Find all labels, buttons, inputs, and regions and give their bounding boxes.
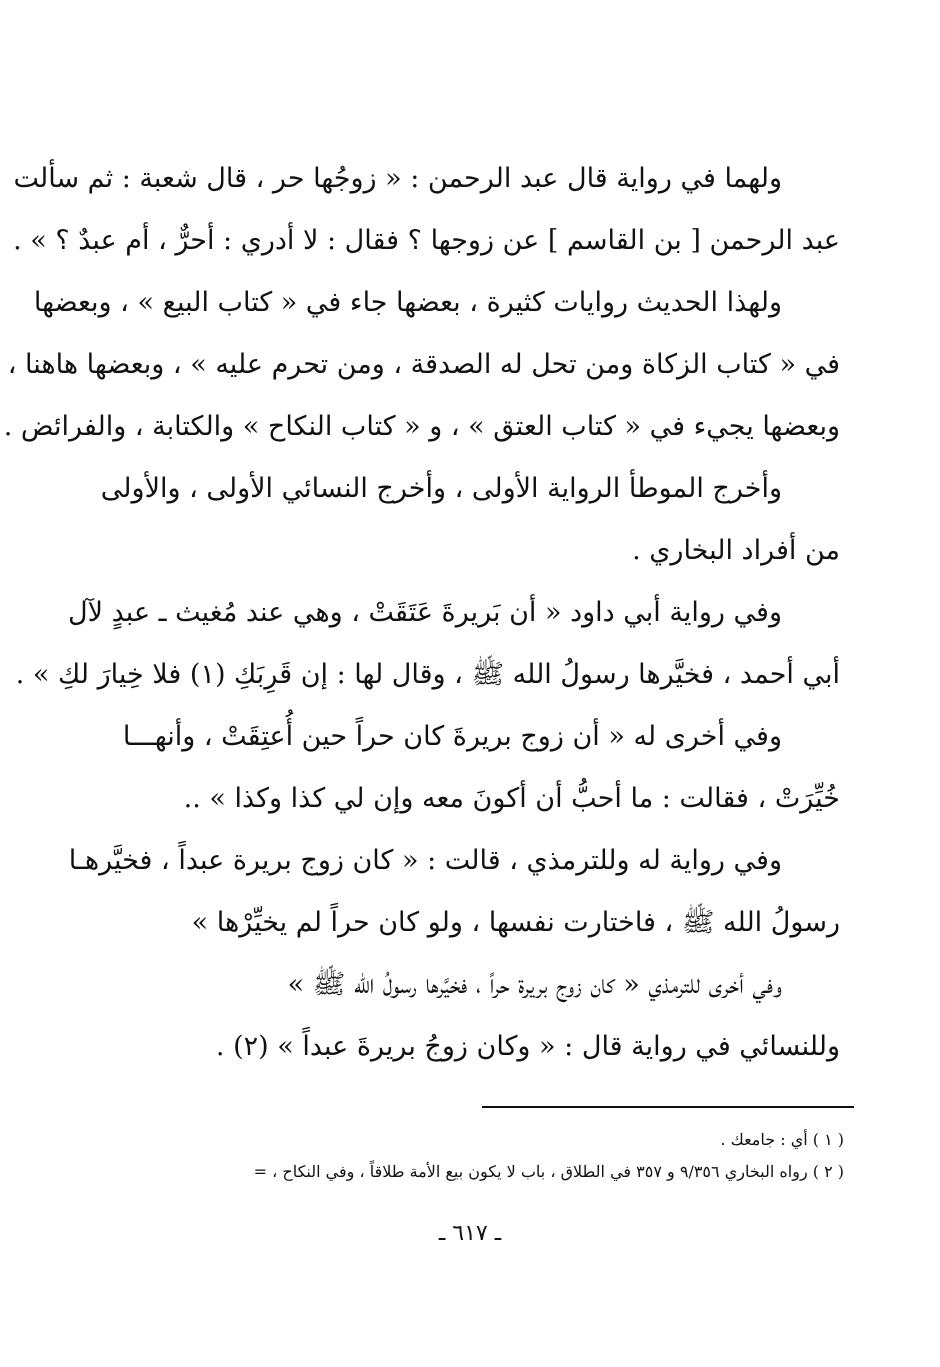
text-line: وللنسائي في رواية قال : « وكان زوجُ بريرةَ عبداً » (٢) . bbox=[215, 1031, 840, 1062]
footnote: ( ١ ) أي : جامعك . bbox=[720, 1130, 844, 1149]
text-line: ولهما في رواية قال عبد الرحمن : « زوجُها حر ، قال شعبة : ثم سألت bbox=[13, 163, 782, 194]
text-line: ولهذا الحديث روايات كثيرة ، بعضها جاء في « كتاب البيع » ، وبعضها bbox=[33, 287, 782, 318]
text-line: وأخرج الموطأ الرواية الأولى ، وأخرج النسائي الأولى ، والأولى bbox=[100, 473, 782, 504]
text-line: عبد الرحمن [ بن القاسم ] عن زوجها ؟ فقال : لا أدري : أحرٌّ ، أم عبدٌ ؟ » . bbox=[13, 225, 840, 256]
text-line: وفي رواية له وللترمذي ، قالت : « كان زوج بريرة عبداً ، فخيَّرهـا bbox=[68, 845, 782, 876]
text-line: وفي أخرى للترمذي « كان زوج بريرة حراً ، فخيَّرها رسولُ الله ﷺ » bbox=[287, 969, 782, 1000]
text-line: من أفراد البخاري . bbox=[632, 535, 840, 566]
footnotes bbox=[100, 1124, 844, 1188]
text-line: وبعضها يجيء في « كتاب العتق » ، و « كتاب النكاح » والكتابة ، والفرائض . bbox=[3, 411, 840, 442]
footnote: ( ٢ ) رواه البخاري ٩/٣٥٦ و ٣٥٧ في الطلاق ، باب لا يكون بيع الأمة طلاقاً ، وفي النكاح ، = bbox=[253, 1162, 844, 1181]
text-line: أبي أحمد ، فخيَّرها رسولُ الله ﷺ ، وقال لها : إن قَرِبَكِ (١) فلا خِيارَ لكِ » . bbox=[15, 659, 840, 690]
text-line: في « كتاب الزكاة ومن تحل له الصدقة ، ومن تحرم عليه » ، وبعضها هاهنا ، bbox=[7, 349, 840, 380]
main-text bbox=[3, 148, 840, 1078]
text-line: وفي رواية أبي داود « أن بَريرةَ عَتَقَتْ ، وهي عند مُغيث ـ عبدٍ لآل bbox=[68, 597, 782, 628]
text-line: رسولُ الله ﷺ ، فاختارت نفسها ، ولو كان حراً لم يخيِّرْها » bbox=[191, 907, 840, 938]
text-line: وفي أخرى له « أن زوج بريرةَ كان حراً حين أُعتِقَتْ ، وأنهـــا bbox=[122, 721, 782, 752]
page-number: ـ ٦١٧ ـ bbox=[438, 1221, 502, 1246]
text-line: خُيِّرَتْ ، فقالت : ما أحبُّ أن أكونَ معه وإن لي كذا وكذا » .. bbox=[183, 783, 840, 814]
footnote-separator bbox=[482, 1106, 854, 1108]
